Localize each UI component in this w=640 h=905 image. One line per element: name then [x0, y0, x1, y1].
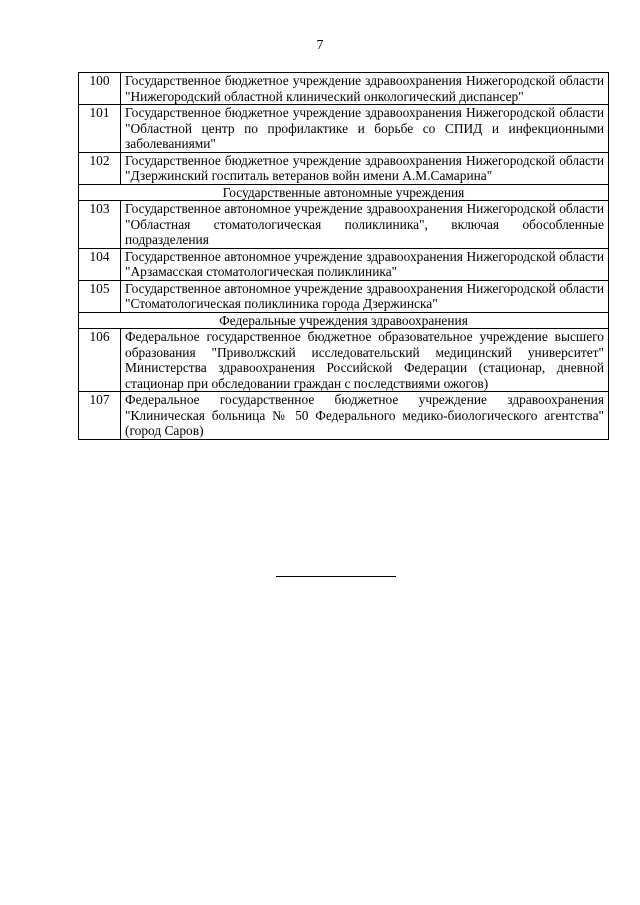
table-row	[79, 201, 609, 249]
institution-name: Государственное автономное учреждение здравоохранения Нижегородской области "Арзамасская стоматологическая поликлиника"	[121, 248, 609, 280]
row-number: 105	[79, 280, 121, 312]
closing-rule	[276, 576, 396, 577]
row-number: 100	[79, 73, 121, 105]
institutions-table	[78, 72, 609, 440]
table-row	[79, 73, 609, 105]
table-row	[79, 280, 609, 312]
section-header: Федеральные учреждения здравоохранения	[79, 312, 609, 329]
institution-name: Государственное бюджетное учреждение здравоохранения Нижегородской области "Дзержинский госпиталь ветеранов войн имени А.М.Самарина"	[121, 152, 609, 184]
section-header: Государственные автономные учреждения	[79, 184, 609, 201]
institution-name: Федеральное государственное бюджетное образовательное учреждение высшего образования "Приволжский исследовательский медицинский университет" Министерства здравоохранения Российской Федерации (стационар, дневной стационар при обследовании граждан с последствиями ожогов)	[121, 329, 609, 392]
row-number: 104	[79, 248, 121, 280]
institution-name: Федеральное государственное бюджетное учреждение здравоохранения "Клиническая больница № 50 Федерального медико-биологического агентства" (город Саров)	[121, 392, 609, 440]
row-number: 102	[79, 152, 121, 184]
table-row	[79, 152, 609, 184]
table-row	[79, 248, 609, 280]
page-number: 7	[316, 38, 324, 53]
section-header-row	[79, 184, 609, 201]
row-number: 107	[79, 392, 121, 440]
institution-name: Государственное автономное учреждение здравоохранения Нижегородской области "Областная стоматологическая поликлиника", включая обособленные подразделения	[121, 201, 609, 249]
institution-name: Государственное бюджетное учреждение здравоохранения Нижегородской области "Нижегородский областной клинический онкологический диспансер"	[121, 73, 609, 105]
institutions-table-body	[79, 73, 609, 440]
row-number: 103	[79, 201, 121, 249]
row-number: 106	[79, 329, 121, 392]
table-row	[79, 329, 609, 392]
section-header-row	[79, 312, 609, 329]
table-row	[79, 105, 609, 153]
institution-name: Государственное бюджетное учреждение здравоохранения Нижегородской области "Областной центр по профилактике и борьбе со СПИД и инфекционными заболеваниями"	[121, 105, 609, 153]
table-row	[79, 392, 609, 440]
institution-name: Государственное автономное учреждение здравоохранения Нижегородской области "Стоматологическая поликлиника города Дзержинска"	[121, 280, 609, 312]
row-number: 101	[79, 105, 121, 153]
